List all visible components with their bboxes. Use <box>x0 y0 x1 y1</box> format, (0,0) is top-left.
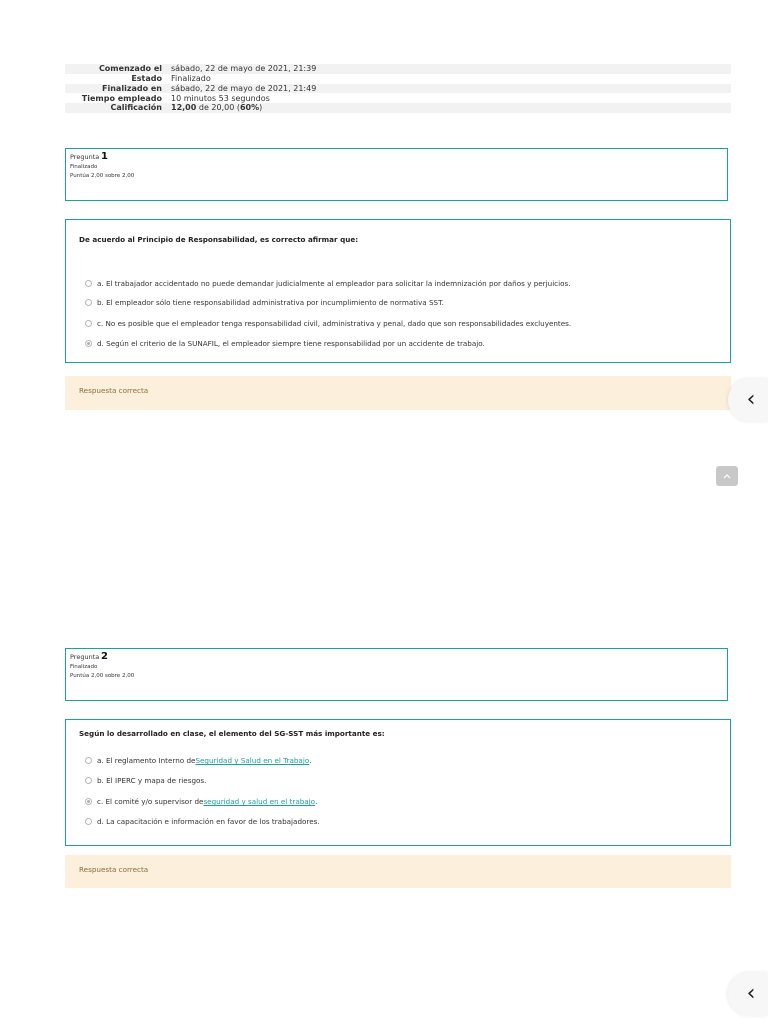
summary-value: sábado, 22 de mayo de 2021, 21:39 <box>171 64 317 74</box>
answer-option-c[interactable] <box>85 797 317 806</box>
answer-option-d[interactable] <box>85 817 320 826</box>
question-score: Puntúa 2,00 sobre 2,00 <box>70 673 135 679</box>
summary-value: Finalizado <box>171 73 211 83</box>
grade-score: 12,00 <box>171 103 197 113</box>
radio-button[interactable] <box>85 757 92 764</box>
question-2-info <box>65 648 728 701</box>
question-2-content <box>65 719 731 846</box>
answer-text-prefix: a. El reglamento Interno de <box>97 756 196 765</box>
question-text: De acuerdo al Principio de Responsabilidad, es correcto afirmar que: <box>79 235 359 244</box>
answer-text-suffix: . <box>309 756 312 765</box>
radio-button-selected[interactable] <box>85 340 92 347</box>
question-1-feedback <box>65 376 731 410</box>
answer-text: b. El IPERC y mapa de riesgos. <box>97 776 207 785</box>
summary-value: sábado, 22 de mayo de 2021, 21:49 <box>171 83 317 93</box>
grade-percent: 60% <box>239 103 260 113</box>
summary-row-grade <box>65 103 731 113</box>
answer-option-a[interactable] <box>85 279 571 288</box>
grade-end: ) <box>259 103 263 113</box>
answer-text-prefix: c. El comité y/o supervisor de <box>97 797 204 806</box>
summary-label: Calificación <box>110 103 162 113</box>
answer-text-suffix: . <box>315 797 318 806</box>
summary-row-state <box>65 74 731 84</box>
answer-link[interactable]: seguridad y salud en el trabajo <box>203 797 316 806</box>
answer-link[interactable]: Seguridad y Salud en el Trabajo <box>195 756 310 765</box>
answer-text: c. No es posible que el empleador tenga responsabilidad civil, administrativa y penal, dado que son responsabilidades excluyentes. <box>97 319 572 328</box>
summary-label: Estado <box>131 73 162 83</box>
drawer-toggle-button[interactable] <box>728 378 768 422</box>
radio-button[interactable] <box>85 818 92 825</box>
question-2-feedback <box>65 855 731 888</box>
summary-row-time-taken <box>65 93 731 103</box>
question-score: Puntúa 2,00 sobre 2,00 <box>70 173 135 179</box>
attempt-summary-table <box>65 64 731 113</box>
chevron-left-icon: ‹ <box>746 981 756 1006</box>
scroll-to-top-button[interactable] <box>716 466 738 486</box>
question-1-content <box>65 219 731 363</box>
question-1-info <box>65 148 728 201</box>
answer-text: b. El empleador sólo tiene responsabilidad administrativa por incumplimiento de normativa SST. <box>97 298 444 307</box>
summary-label: Comenzado el <box>98 64 162 74</box>
summary-label: Tiempo empleado <box>81 93 162 103</box>
radio-button-selected[interactable] <box>85 798 92 805</box>
feedback-text: Respuesta correcta <box>79 386 149 395</box>
radio-button[interactable] <box>85 320 92 327</box>
summary-row-started <box>65 64 731 74</box>
chevron-left-icon: ‹ <box>746 387 756 412</box>
question-number-value: 1 <box>100 151 108 162</box>
answer-option-d[interactable] <box>85 339 485 348</box>
answer-option-c[interactable] <box>85 319 571 328</box>
feedback-text: Respuesta correcta <box>79 865 149 874</box>
question-number-value: 2 <box>100 651 108 662</box>
radio-button[interactable] <box>85 299 92 306</box>
question-label: Pregunta <box>70 153 100 161</box>
question-number <box>70 152 723 163</box>
question-state: Finalizado <box>70 164 98 170</box>
summary-row-finished <box>65 84 731 94</box>
radio-button[interactable] <box>85 280 92 287</box>
radio-button[interactable] <box>85 777 92 784</box>
answer-text: d. Según el criterio de la SUNAFIL, el empleador siempre tiene responsabilidad por un accidente de trabajo. <box>97 339 485 348</box>
answer-text: d. La capacitación e información en favor de los trabajadores. <box>97 817 320 826</box>
summary-value: 10 minutos 53 segundos <box>171 93 270 103</box>
drawer-toggle-button[interactable] <box>728 972 768 1016</box>
chevron-up-icon <box>723 473 731 479</box>
answer-option-b[interactable] <box>85 298 444 307</box>
question-label: Pregunta <box>70 653 100 661</box>
summary-grade-value <box>167 103 731 113</box>
summary-label: Finalizado en <box>102 83 162 93</box>
grade-rest: de 20,00 ( <box>198 103 240 113</box>
answer-text: a. El trabajador accidentado no puede demandar judicialmente al empleador para solicitar la indemnización por daños y perjuicios. <box>97 279 571 288</box>
answer-option-b[interactable] <box>85 776 206 785</box>
question-text: Según lo desarrollado en clase, el elemento del SG-SST más importante es: <box>79 729 385 738</box>
question-number <box>70 652 723 663</box>
answer-option-a[interactable] <box>85 756 312 765</box>
question-state: Finalizado <box>70 664 98 670</box>
